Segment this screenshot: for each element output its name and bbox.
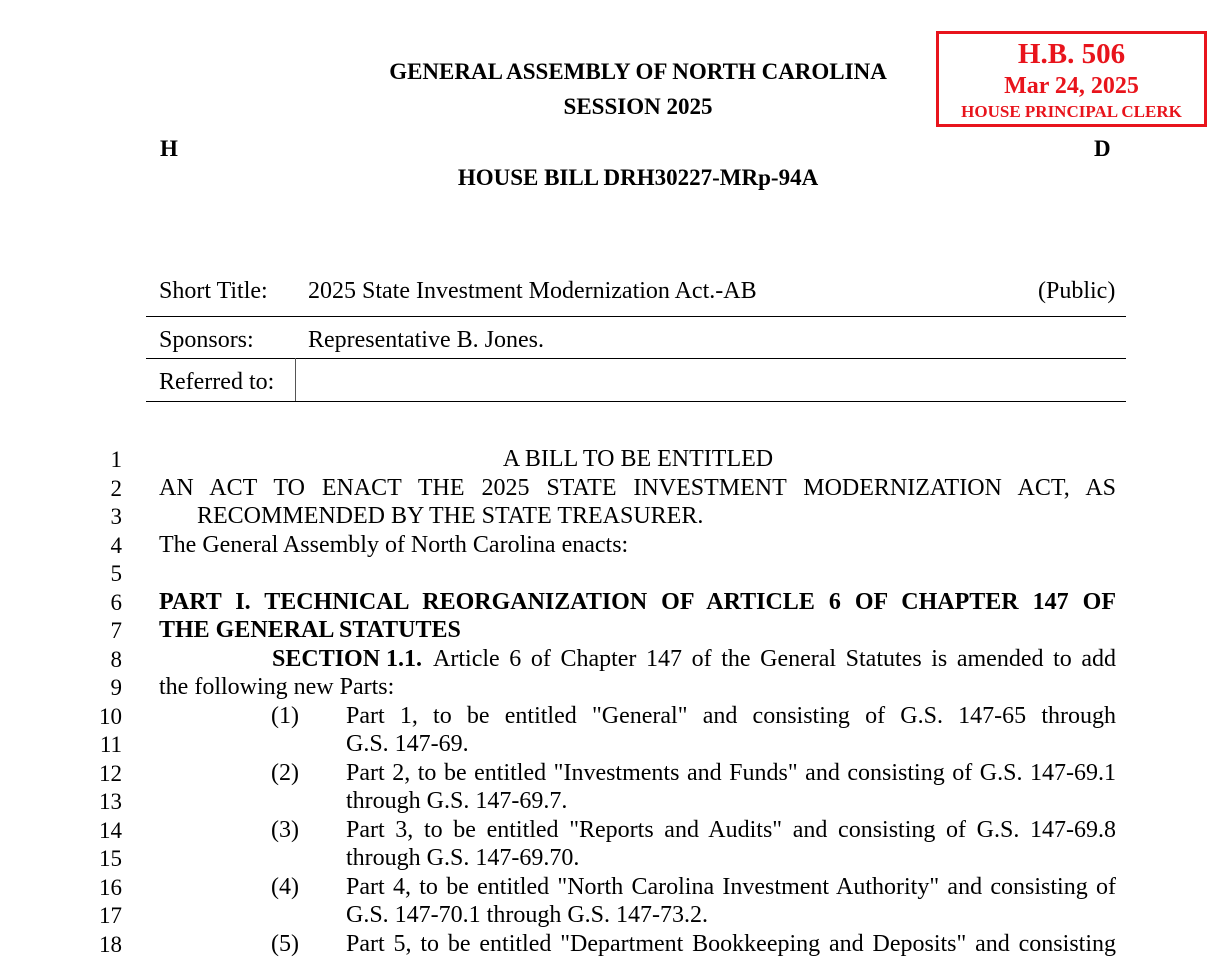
list-item-text: through G.S. 147-69.70. — [346, 845, 580, 871]
line-number: 8 — [110, 647, 122, 672]
list-item-number: (1) — [271, 703, 299, 729]
list-item-text: G.S. 147-70.1 through G.S. 147-73.2. — [346, 902, 709, 928]
list-item-text: through G.S. 147-69.7. — [346, 788, 568, 814]
list-item-number: (5) — [271, 931, 299, 957]
line-number: 4 — [110, 533, 122, 558]
list-item-text: Part 4, to be entitled "North Carolina Investment Authority" and consisting of — [346, 874, 1116, 900]
session-heading: SESSION 2025 — [563, 94, 713, 119]
enacting-clause: The General Assembly of North Carolina enacts: — [159, 532, 629, 558]
line-number: 5 — [110, 561, 122, 586]
info-divider — [146, 316, 1126, 317]
line-number: 10 — [99, 704, 122, 729]
stamp-date: Mar 24, 2025 — [1004, 73, 1139, 99]
list-item-text: Part 1, to be entitled "General" and consisting of G.S. 147-65 through — [346, 703, 1116, 729]
info-divider — [146, 358, 1126, 359]
line-number: 2 — [110, 476, 122, 501]
sponsors-label: Sponsors: — [159, 327, 254, 353]
list-item-number: (2) — [271, 760, 299, 786]
assembly-heading: GENERAL ASSEMBLY OF NORTH CAROLINA — [389, 59, 887, 84]
bill-title: A BILL TO BE ENTITLED — [502, 446, 774, 472]
line-number: 18 — [99, 932, 122, 957]
stamp-bill-number: H.B. 506 — [1017, 38, 1126, 70]
list-item-number: (4) — [271, 874, 299, 900]
act-title-line: RECOMMENDED BY THE STATE TREASURER. — [197, 503, 704, 529]
info-column-divider — [295, 358, 296, 401]
section-continuation: the following new Parts: — [159, 674, 395, 700]
line-number: 9 — [110, 675, 122, 700]
line-number: 11 — [99, 732, 122, 757]
line-number: 14 — [99, 818, 122, 843]
line-number: 6 — [110, 590, 122, 615]
list-item-number: (3) — [271, 817, 299, 843]
list-item-text: Part 2, to be entitled "Investments and Funds" and consisting of G.S. 147-69.1 — [346, 760, 1116, 786]
list-item-text: Part 3, to be entitled "Reports and Audits" and consisting of G.S. 147-69.8 — [346, 817, 1116, 843]
stamp-clerk: HOUSE PRINCIPAL CLERK — [961, 102, 1182, 121]
short-title-value: 2025 State Investment Modernization Act.-AB — [308, 278, 757, 304]
list-item-text: G.S. 147-69. — [346, 731, 469, 757]
chamber-left: H — [160, 136, 178, 161]
referred-label: Referred to: — [159, 369, 275, 395]
line-number: 7 — [110, 618, 122, 643]
section-label: SECTION 1.1. — [272, 646, 423, 672]
line-number: 13 — [99, 789, 122, 814]
bill-type: (Public) — [1038, 278, 1116, 304]
line-number: 12 — [99, 761, 122, 786]
bill-draft-heading: HOUSE BILL DRH30227-MRp-94A — [457, 165, 819, 190]
list-item-text: Part 5, to be entitled "Department Bookkeeping and Deposits" and consisting — [346, 931, 1116, 957]
section-line — [272, 646, 1116, 673]
part-heading-line: THE GENERAL STATUTES — [159, 617, 461, 643]
short-title-label: Short Title: — [159, 278, 268, 304]
section-text: Article 6 of Chapter 147 of the General Statutes is amended to add — [433, 646, 1116, 672]
part-heading-line: PART I. TECHNICAL REORGANIZATION OF ARTICLE 6 OF CHAPTER 147 OF — [159, 589, 1116, 615]
line-number: 1 — [110, 447, 122, 472]
info-divider — [146, 401, 1126, 402]
line-number: 16 — [99, 875, 122, 900]
act-title-line: AN ACT TO ENACT THE 2025 STATE INVESTMENT MODERNIZATION ACT, AS — [159, 475, 1116, 501]
line-number: 15 — [99, 846, 122, 871]
sponsors-value: Representative B. Jones. — [308, 327, 544, 353]
line-number: 17 — [99, 903, 122, 928]
chamber-right: D — [1094, 136, 1111, 161]
line-number: 3 — [110, 504, 122, 529]
